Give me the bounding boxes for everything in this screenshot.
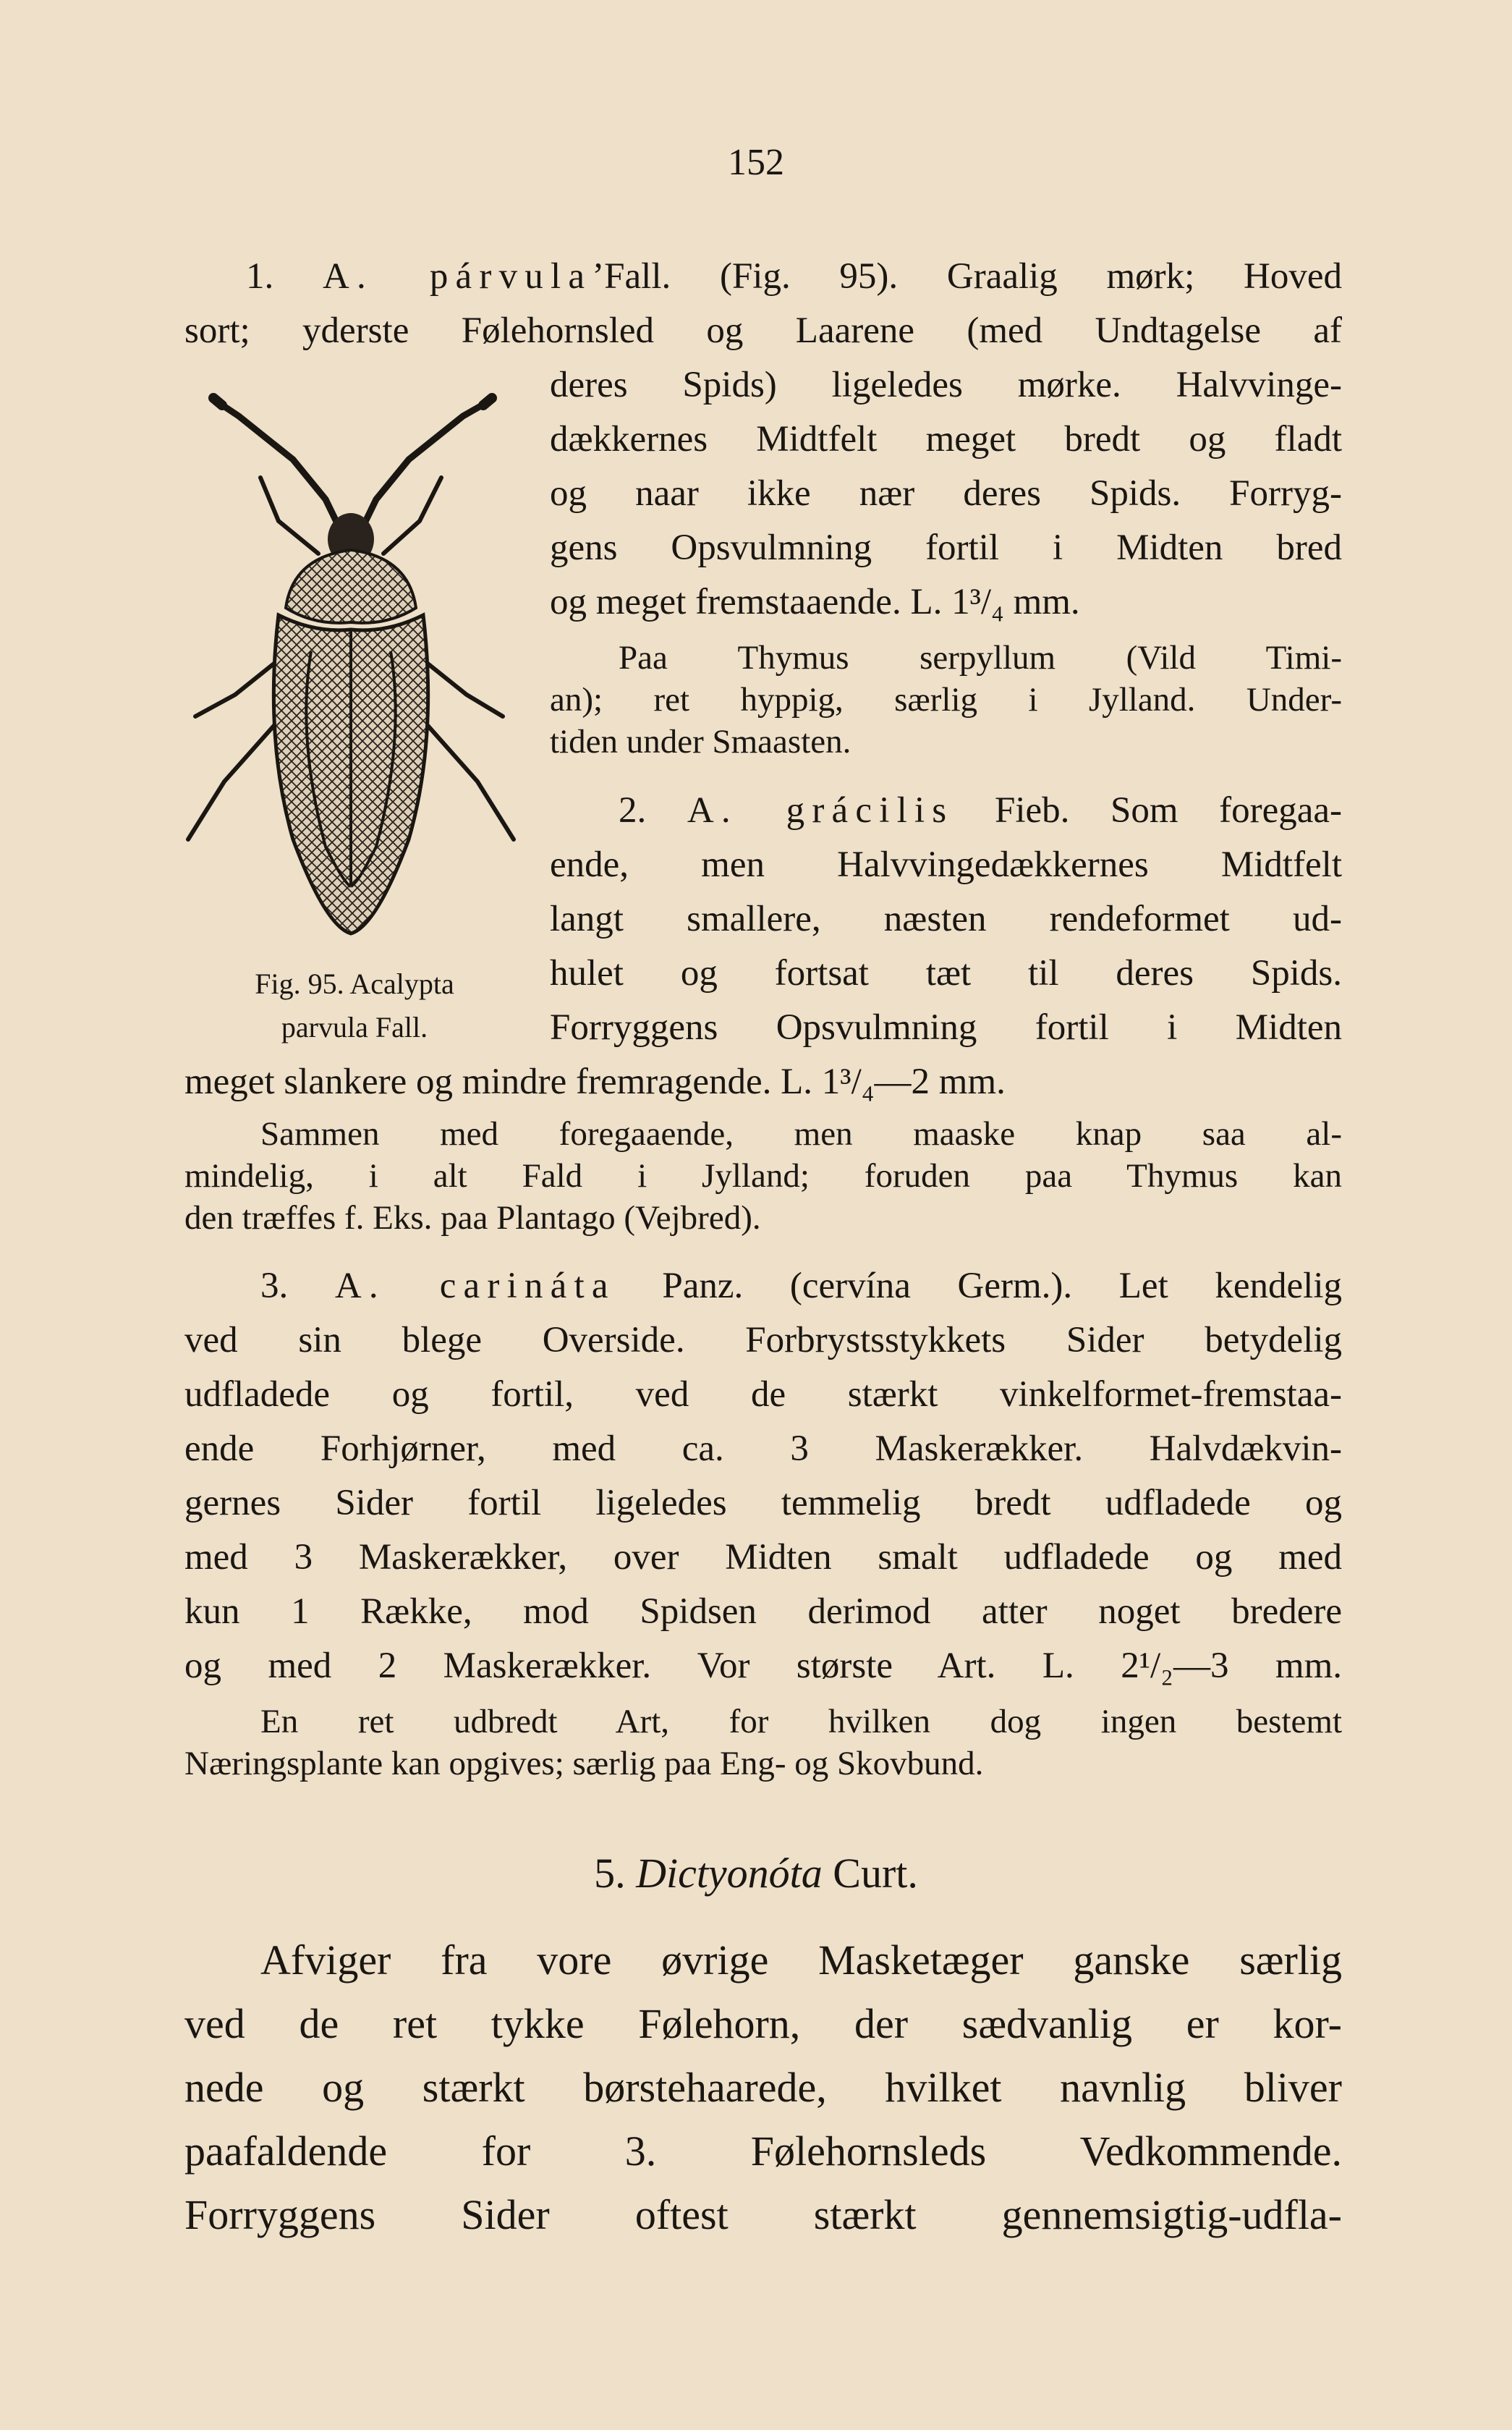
text-line: deres Spids) ligeledes mørke. Halvvinge- [550,365,1342,405]
figure-caption [181,962,528,1049]
text-line: Sammen med foregaaende, men maaske knap saa al- [260,1115,1342,1153]
figure-caption-line: Fig. 95. Acalypta [255,968,454,1000]
genus-number: 5. [594,1850,626,1897]
text-line: meget slankere og mindre fremragende. L. 1³/₄—2 mm. [184,1062,1006,1102]
species-2-habitat [184,1113,1342,1239]
text-line: og meget fremstaaende. L. 1³/₄ mm. [550,582,1080,622]
acalypta-beetle-illustration [170,376,532,955]
text-line: kun 1 Række, mod Spidsen derimod atter noget bredere [184,1591,1342,1632]
species-1-description [550,358,1342,630]
text-line: mindelig, i alt Fald i Jylland; foruden paa Thymus kan [184,1157,1342,1195]
text-line: udfladede og fortil, ved de stærkt vinkelformet-fremstaa- [184,1374,1342,1415]
species-3-name: A. carináta [334,1266,616,1306]
text-line: Panz. (cervína Germ.). Let kendelig [662,1266,1342,1306]
text-line: dækkernes Midtfelt meget bredt og fladt [550,419,1342,460]
species-3-entry [184,1259,1342,1693]
text-line: ’Fall. (Fig. 95). Graalig mørk; Hoved [592,256,1343,297]
text-line: ved sin blege Overside. Forbrystsstykkets Sider betydelig [184,1320,1342,1360]
text-line: ende, men Halvvingedækkernes Midtfelt [550,844,1342,885]
genus-author: Curt. [833,1850,918,1897]
text-line: an); ret hyppig, særlig i Jylland. Under- [550,681,1342,719]
text-line: nede og stærkt børstehaarede, hvilket navnlig bliver [184,2064,1342,2111]
species-1-number: 1. [246,256,274,297]
species-2-name: A. grácilis [687,790,954,831]
text-line: Afviger fra vore øvrige Masketæger ganske særlig [260,1936,1342,1984]
page-number: 152 [728,142,784,183]
text-line: den træffes f. Eks. paa Plantago (Vejbred). [184,1199,761,1237]
text-line: Paa Thymus serpyllum (Vild Timi- [619,639,1342,677]
text-line: En ret udbredt Art, for hvilken dog ingen bestemt [260,1703,1342,1740]
text-line: ende Forhjørner, med ca. 3 Maskerækker. Halvdækvin- [184,1428,1342,1469]
text-line: med 3 Maskerækker, over Midten smalt udfladede og med [184,1537,1342,1578]
text-line: hulet og fortsat tæt til deres Spids. [550,953,1342,994]
text-line: og med 2 Maskerækker. Vor største Art. L. 2¹/₂—3 mm. [184,1646,1342,1686]
text-line: Næringsplante kan opgives; særlig paa Eng- og Skovbund. [184,1745,984,1782]
text-line: paafaldende for 3. Følehornsleds Vedkommende. [184,2128,1342,2175]
text-line: Forryggens Sider oftest stærkt gennemsigtig-udfla- [184,2191,1342,2238]
genus-description [184,1929,1342,2247]
text-line: langt smallere, næsten rendeformet ud- [550,899,1342,939]
species-2-entry [550,784,1342,1055]
species-3-number: 3. [260,1266,289,1306]
species-2-continuation [184,1055,1342,1109]
text-line: gens Opsvulmning fortil i Midten bred [550,528,1342,568]
text-line: Fieb. Som foregaa- [994,790,1342,831]
figure-caption-line: parvula Fall. [281,1011,428,1043]
text-line: og naar ikke nær deres Spids. Forryg- [550,473,1342,514]
text-line: Forryggens Opsvulmning fortil i Midten [550,1007,1342,1048]
text-line: gernes Sider fortil ligeledes temmelig bredt udfladede og [184,1483,1342,1523]
species-1-habitat [550,637,1342,763]
text-line: tiden under Smaasten. [550,723,851,761]
species-3-habitat [184,1701,1342,1785]
species-2-number: 2. [619,790,647,831]
text-line: sort; yderste Følehornsled og Laarene (med Undtagelse af [184,310,1342,351]
species-1-entry [184,250,1342,358]
genus-heading [0,1849,1512,1897]
text-line: ved de ret tykke Følehorn, der sædvanlig er kor- [184,2000,1342,2047]
species-1-name: A. párvula [322,256,593,297]
genus-name: Dictyonóta [636,1850,823,1897]
